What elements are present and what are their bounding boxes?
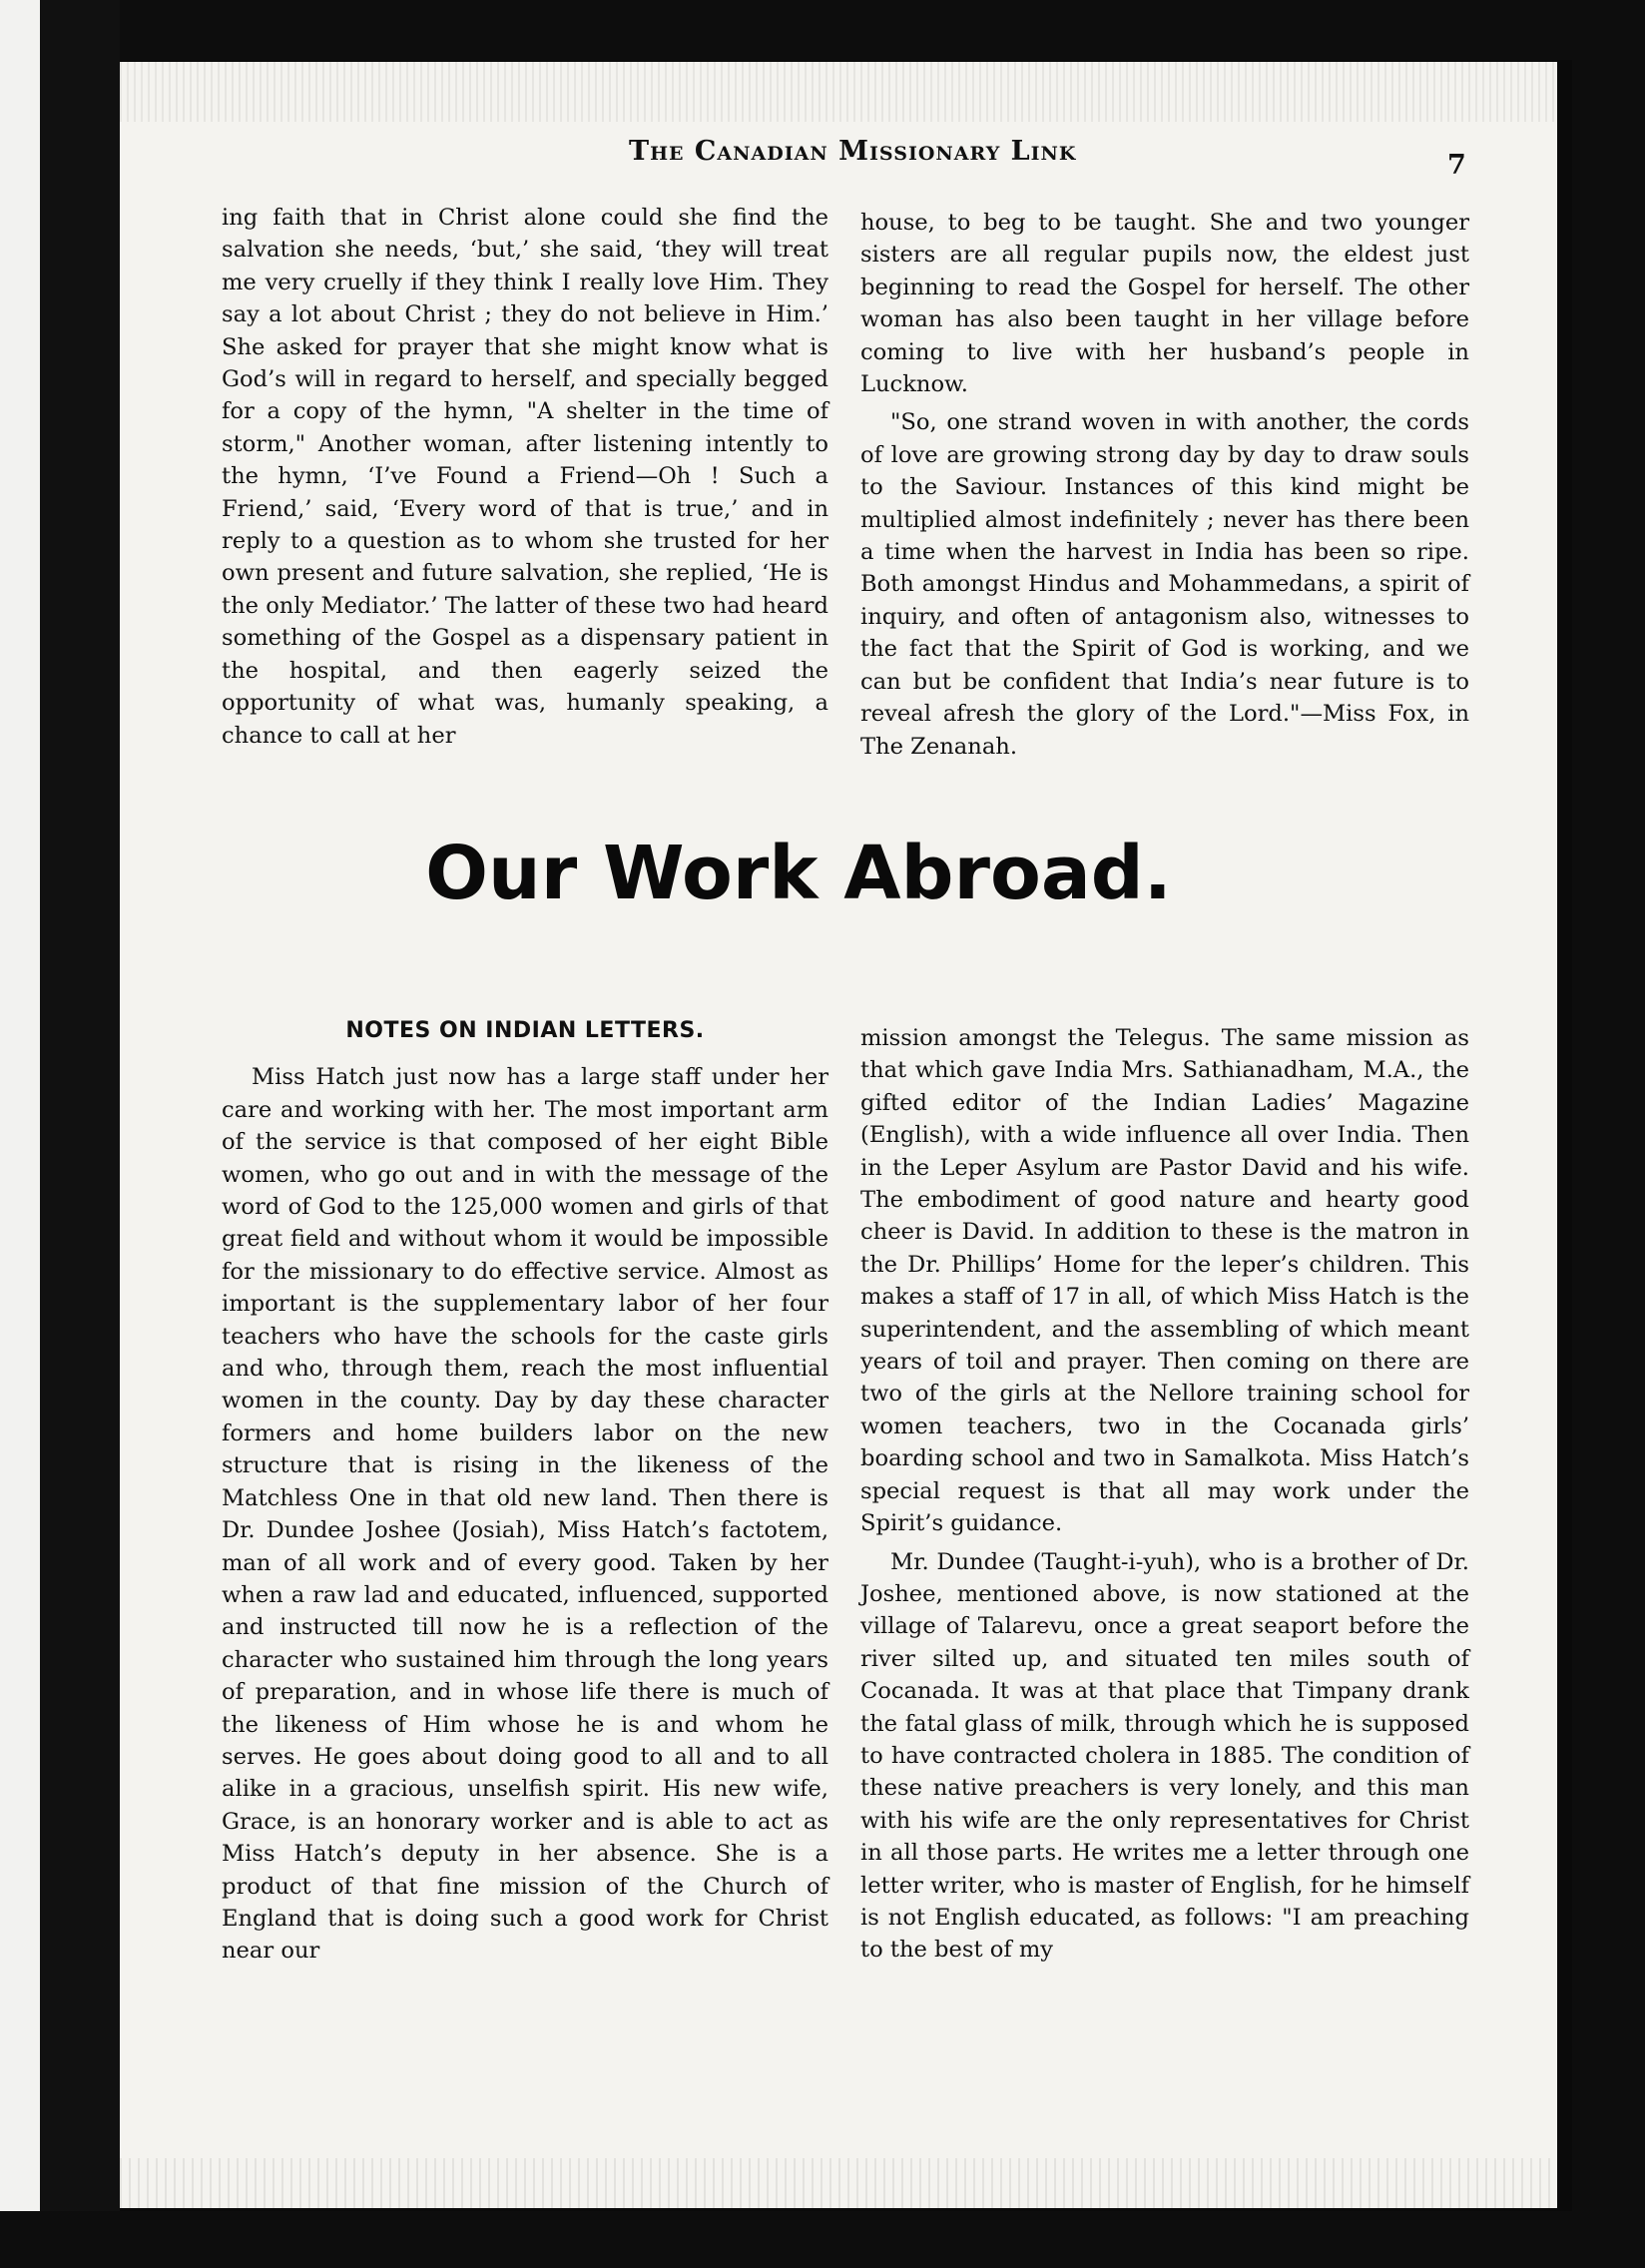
magazine-page [120, 62, 1557, 2208]
paragraph: ing faith that in Christ alone could she find the salvation she needs, ‘but,’ she said, ‘they will treat me very cruelly if they think I really love Him. They say a lot about Christ ; they do not believe in Him.’ She asked for prayer that she might know what is God’s will in regard to herself, and specially begged for a copy of the hymn, "A shelter in the time of storm," Another woman, after listening intently to the hymn, ‘I’ve Found a Friend—Oh ! Such a Friend,’ said, ‘Every word of that is true,’ and in reply to a question as to whom she trusted for her own present and future salvation, she replied, ‘He is the only Mediator.’ The latter of these two had heard something of the Gospel as a dispensary patient in the hospital, and then eagerly seized the opportunity of what was, humanly speaking, a chance to call at her [222, 205, 828, 749]
page-edge-noise-top [120, 62, 1557, 122]
section-title: Our Work Abroad. [425, 831, 1172, 916]
paragraph: Miss Hatch just now has a large staff under her care and working with her. The most important arm of the service is that composed of her eight Bible women, who go out and in with the message of the word of God to the 125,000 women and girls of that great field and without whom it would be impossible for the missionary to do effective service. Almost as important is the supplementary labor of her four teachers who have the schools for the caste girls and who, through them, reach the most influential women in the county. Day by day these character formers and home builders labor on the new structure that is rising in the likeness of the Matchless One in that old new land. Then there is Dr. Dundee Joshee (Josiah), Miss Hatch’s factotem, man of all work and of every good. Taken by her when a raw lad and educated, influenced, supported and instructed till now he is a reflection of the character who sustained him through the long years of preparation, and in whose life there is much of the likeness of Him whose he is and whom he serves. He goes about doing good to all and to all alike in a gracious, unselfish spirit. His new wife, Grace, is an honorary worker and is able to act as Miss Hatch’s deputy in her absence. She is a product of that fine mission of the Church of England that is doing such a good work for Christ near our [222, 1064, 828, 1965]
page-number: 7 [1447, 150, 1466, 181]
page-edge-noise-bottom [120, 2158, 1557, 2208]
top-left-column [222, 202, 828, 752]
paragraph: mission amongst the Telegus. The same mission as that which gave India Mrs. Sathianadham, M.A., the gifted editor of the Indian Ladies’ Magazine (English), with a wide influence all over India. Then in the Leper Asylum are Pastor David and his wife. The embodiment of good nature and hearty good cheer is David. In addition to these is the matron in the Dr. Phillips’ Home for the leper’s children. This makes a staff of 17 in all, of which Miss Hatch is the superintendent, and the assembling of which meant years of toil and prayer. Then coming on there are two of the girls at the Nellore training school for women teachers, two in the Cocanada girls’ boarding school and two in Samalkota. Miss Hatch’s special request is that all may work under the Spirit’s guidance. [860, 1025, 1469, 1537]
scan-border-left [40, 0, 120, 2268]
scan-border-bottom [0, 2211, 1645, 2268]
scan-border-top [0, 0, 1645, 60]
top-right-column [860, 207, 1469, 763]
bottom-right-column [860, 1022, 1469, 1967]
paragraph: "So, one strand woven in with another, the cords of love are growing strong day by day to draw souls to the Saviour. Instances of this kind might be multiplied almost indefinitely ; never has there been a time when the harvest in India has been so ripe. Both amongst Hindus and Mohammedans, a spirit of inquiry, and often of antagonism also, witnesses to the fact that the Spirit of God is working, and we can but be confident that India’s near future is to reveal afresh the glory of the Lord."—Miss Fox, in The Zenanah. [860, 409, 1469, 760]
article-subheading: NOTES ON INDIAN LETTERS. [345, 1018, 705, 1043]
scan-margin-left [0, 0, 40, 2268]
running-title: The Canadian Missionary Link [629, 136, 1077, 167]
bottom-left-column [222, 1015, 828, 1968]
paragraph: house, to beg to be taught. She and two younger sisters are all regular pupils now, the eldest just beginning to read the Gospel for herself. The other woman has also been taught in her village before coming to live with her husband’s people in Lucknow. [860, 210, 1469, 398]
scan-border-right [1572, 0, 1645, 2268]
paragraph: Mr. Dundee (Taught-i-yuh), who is a brother of Dr. Joshee, mentioned above, is now stationed at the village of Talarevu, once a great seaport before the river silted up, and situated ten miles south of Cocanada. It was at that place that Timpany drank the fatal glass of milk, through which he is supposed to have contracted cholera in 1885. The condition of these native preachers is very lonely, and this man with his wife are the only representatives for Christ in all those parts. He writes me a letter through one letter writer, who is master of English, for he himself is not English educated, as follows: "I am preaching to the best of my [860, 1548, 1469, 1964]
